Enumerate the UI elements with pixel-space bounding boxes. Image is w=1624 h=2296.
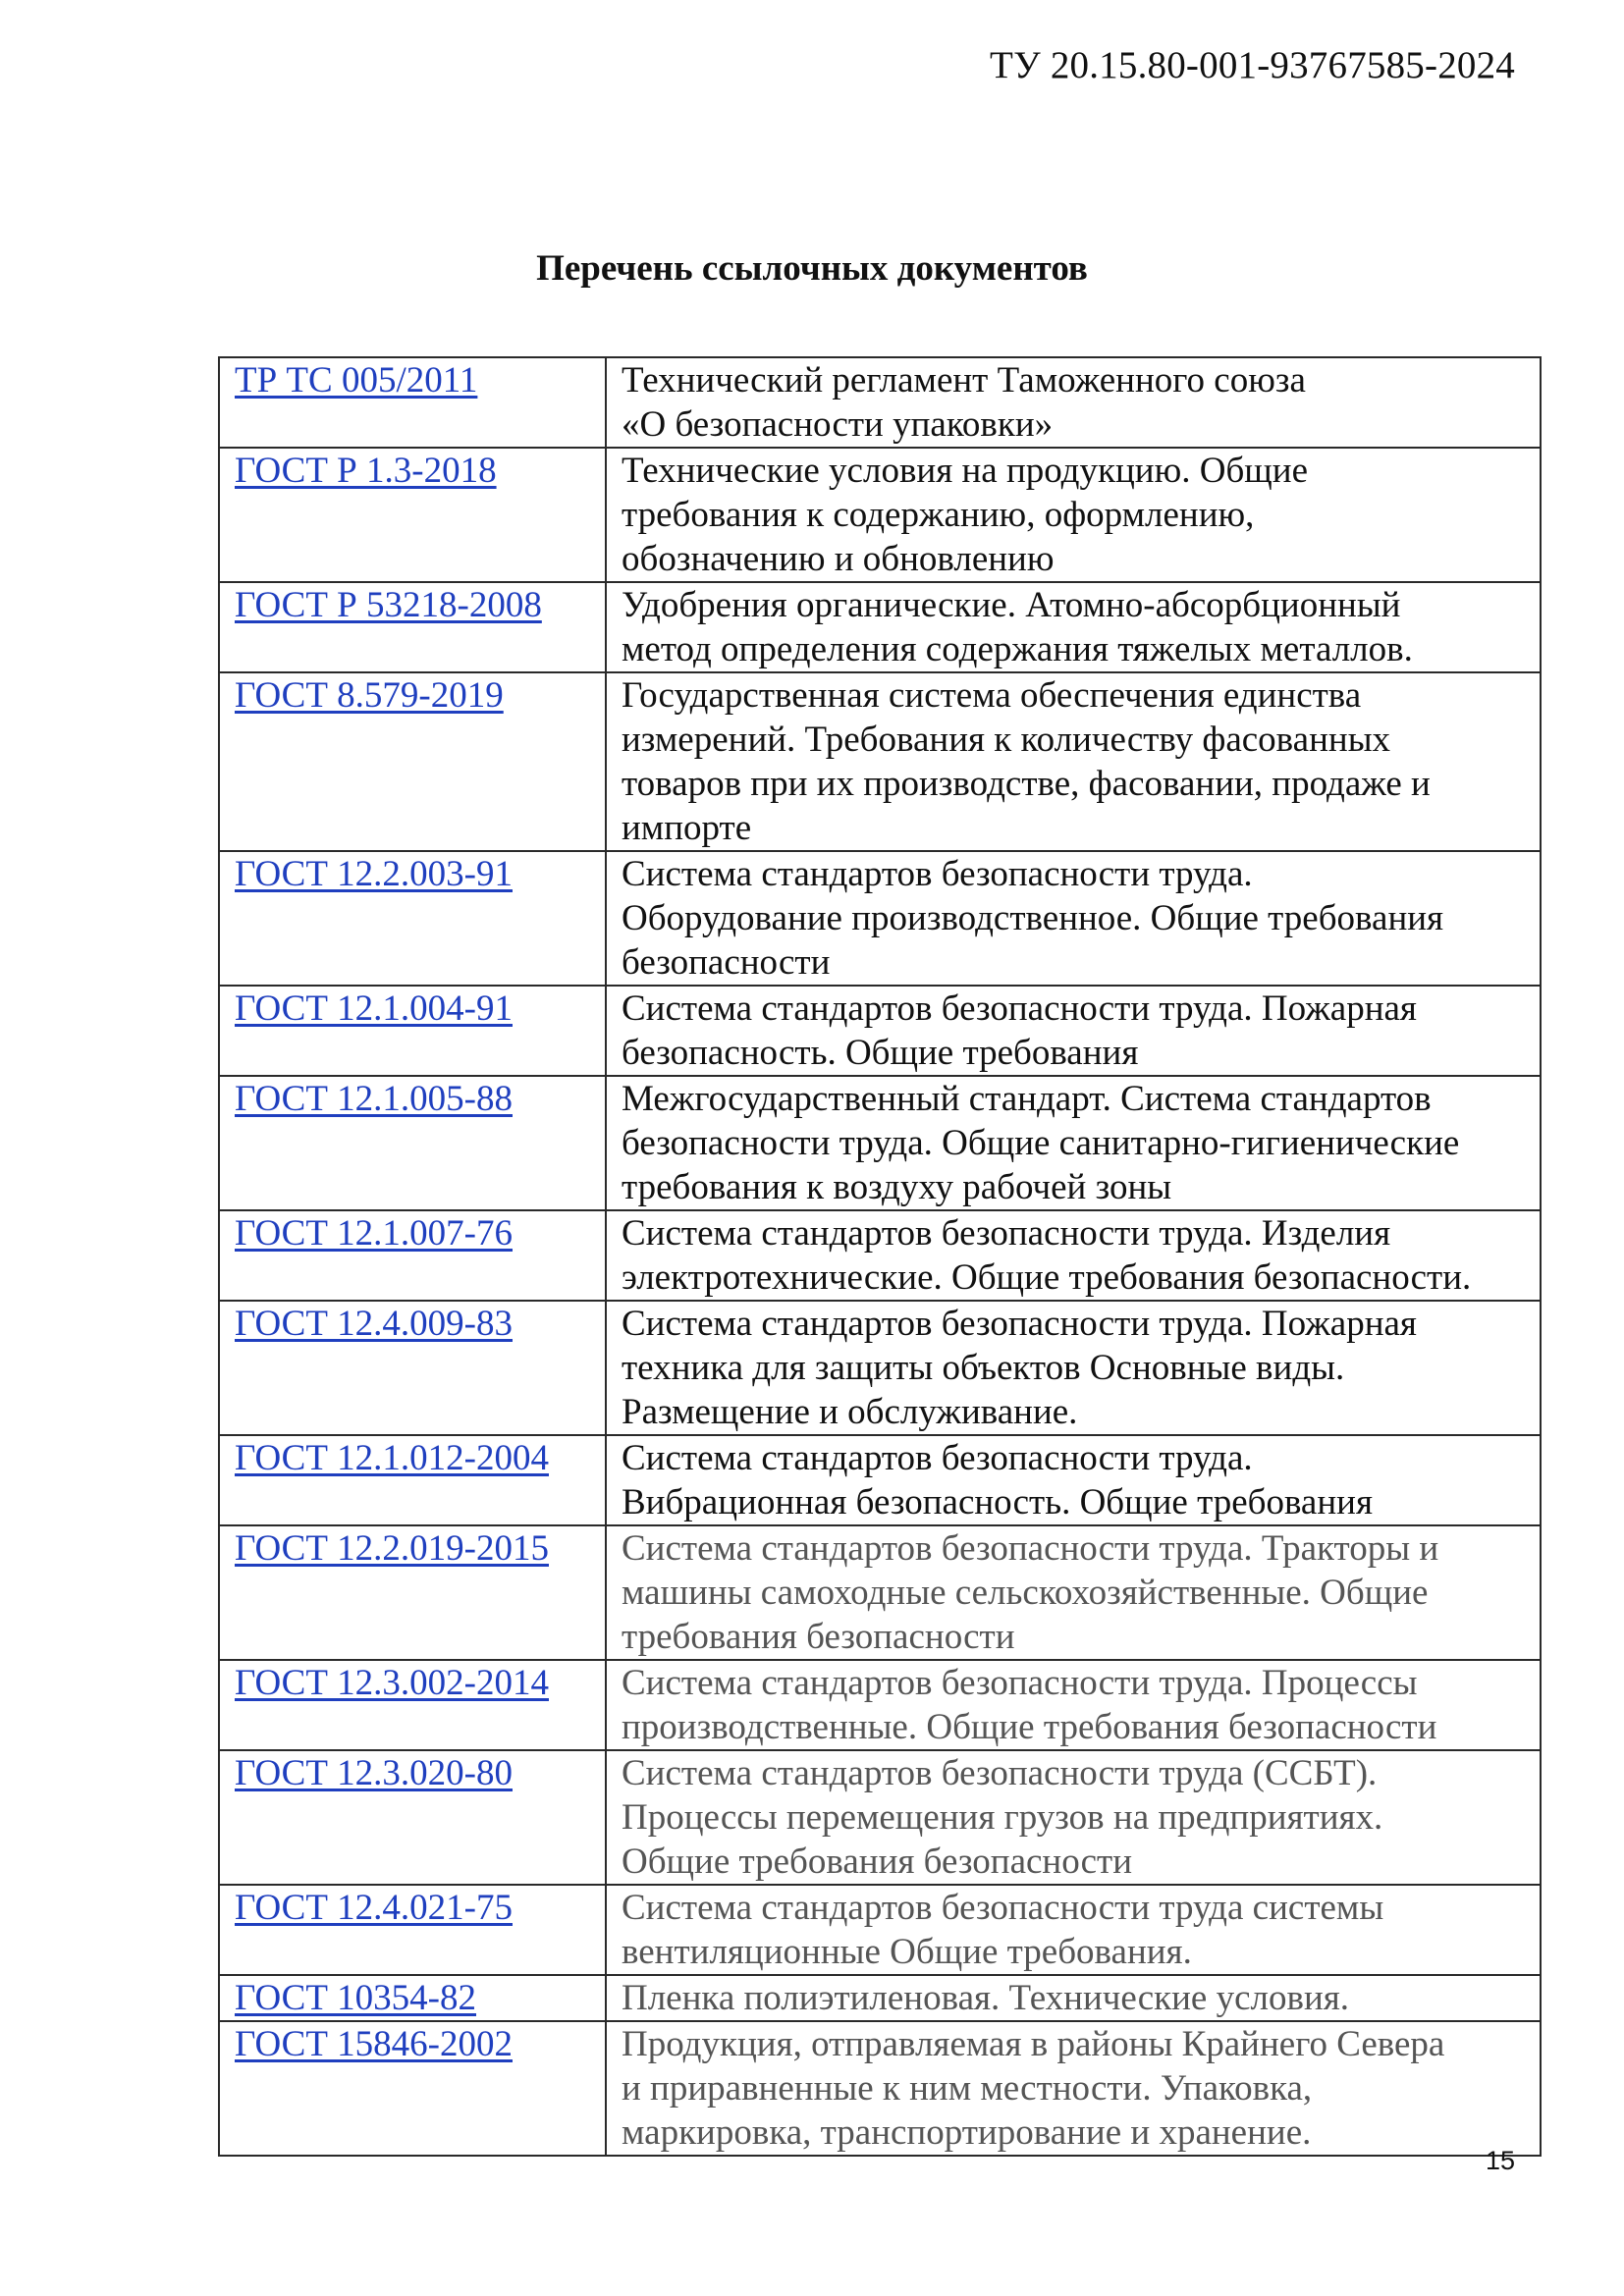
reference-description-cell [606, 1885, 1541, 1975]
reference-description-cell [606, 1435, 1541, 1525]
reference-link[interactable]: ГОСТ 12.1.005-88 [235, 1079, 513, 1119]
reference-description: Пленка полиэтиленовая. Технические условия. [622, 1978, 1350, 2018]
table-row [219, 986, 1541, 1076]
reference-code-cell [219, 1660, 606, 1750]
reference-code-cell [219, 357, 606, 448]
reference-link[interactable]: ГОСТ 12.2.003-91 [235, 854, 513, 894]
reference-description-cell [606, 672, 1541, 851]
reference-description-cell [606, 851, 1541, 986]
table-row [219, 357, 1541, 448]
table-row [219, 448, 1541, 582]
reference-link[interactable]: ГОСТ 12.1.007-76 [235, 1213, 513, 1254]
reference-code-cell [219, 1076, 606, 1210]
document-code: ТУ 20.15.80-001-93767585-2024 [990, 44, 1515, 86]
reference-description-cell [606, 1750, 1541, 1885]
reference-code-cell [219, 448, 606, 582]
table-row [219, 1076, 1541, 1210]
reference-description-cell [606, 1210, 1541, 1301]
reference-description: Технический регламент Таможенного союза «О безопасности упаковки» [622, 360, 1306, 445]
reference-link[interactable]: ГОСТ 12.3.020-80 [235, 1753, 513, 1793]
page-number: 15 [1485, 2146, 1515, 2175]
reference-code-cell [219, 1750, 606, 1885]
reference-description-cell [606, 1525, 1541, 1660]
reference-code-cell [219, 1885, 606, 1975]
reference-description: Продукция, отправляемая в районы Крайнего Севера и приравненные к ним местности. Упаковка, маркировка, транспортирование и хранение. [622, 2024, 1445, 2153]
reference-code-cell [219, 851, 606, 986]
reference-code-cell [219, 1525, 606, 1660]
reference-description: Система стандартов безопасности труда. Пожарная техника для защиты объектов Основные виды. Размещение и обслуживание. [622, 1304, 1417, 1432]
reference-description: Система стандартов безопасности труда (ССБТ). Процессы перемещения грузов на предприятиях. Общие требования безопасности [622, 1753, 1383, 1882]
table-row [219, 1210, 1541, 1301]
reference-description: Система стандартов безопасности труда. Изделия электротехнические. Общие требования безопасности. [622, 1213, 1472, 1298]
reference-description-cell [606, 1301, 1541, 1435]
table-row [219, 672, 1541, 851]
reference-description-cell [606, 2021, 1541, 2156]
reference-description-cell [606, 1975, 1541, 2021]
reference-link[interactable]: ГОСТ 12.4.009-83 [235, 1304, 513, 1344]
table-row [219, 1885, 1541, 1975]
references-table-body [219, 357, 1541, 2156]
reference-code-cell [219, 1435, 606, 1525]
reference-link[interactable]: ГОСТ Р 53218-2008 [235, 585, 542, 625]
page-title: Перечень ссылочных документов [536, 248, 1088, 289]
reference-description-cell [606, 357, 1541, 448]
reference-description: Система стандартов безопасности труда. Процессы производственные. Общие требования безопасности [622, 1663, 1437, 1747]
reference-code-cell [219, 582, 606, 672]
reference-description: Система стандартов безопасности труда. Оборудование производственное. Общие требования безопасности [622, 854, 1444, 983]
table-row [219, 2021, 1541, 2156]
reference-link[interactable]: ГОСТ 12.1.004-91 [235, 988, 513, 1029]
table-row [219, 851, 1541, 986]
reference-description: Удобрения органические. Атомно-абсорбционный метод определения содержания тяжелых металлов. [622, 585, 1413, 669]
reference-code-cell [219, 1301, 606, 1435]
table-row [219, 1750, 1541, 1885]
reference-code-cell [219, 1210, 606, 1301]
reference-link[interactable]: ГОСТ 8.579-2019 [235, 675, 504, 716]
reference-code-cell [219, 1975, 606, 2021]
reference-link[interactable]: ГОСТ 12.3.002-2014 [235, 1663, 549, 1703]
references-table [218, 356, 1542, 2157]
reference-description: Система стандартов безопасности труда системы вентиляционные Общие требования. [622, 1888, 1384, 1972]
reference-link[interactable]: ГОСТ 12.1.012-2004 [235, 1438, 549, 1478]
reference-description-cell [606, 1660, 1541, 1750]
reference-link[interactable]: ГОСТ Р 1.3-2018 [235, 451, 497, 491]
reference-code-cell [219, 672, 606, 851]
reference-description: Система стандартов безопасности труда. Тракторы и машины самоходные сельскохозяйственные. Общие требования безопасности [622, 1528, 1439, 1657]
table-row [219, 1525, 1541, 1660]
reference-description: Технические условия на продукцию. Общие требования к содержанию, оформлению, обозначению и обновлению [622, 451, 1308, 579]
table-row [219, 582, 1541, 672]
reference-description: Государственная система обеспечения единства измерений. Требования к количеству фасованных товаров при их производстве, фасовании, продаже и импорте [622, 675, 1431, 848]
reference-description-cell [606, 448, 1541, 582]
table-row [219, 1301, 1541, 1435]
reference-code-cell [219, 2021, 606, 2156]
table-row [219, 1975, 1541, 2021]
reference-description-cell [606, 1076, 1541, 1210]
reference-description: Межгосударственный стандарт. Система стандартов безопасности труда. Общие санитарно-гигиенические требования к воздуху рабочей зоны [622, 1079, 1460, 1207]
reference-link[interactable]: ГОСТ 12.2.019-2015 [235, 1528, 549, 1569]
reference-link[interactable]: ГОСТ 15846-2002 [235, 2024, 513, 2064]
reference-link[interactable]: ГОСТ 12.4.021-75 [235, 1888, 513, 1928]
table-row [219, 1660, 1541, 1750]
reference-description-cell [606, 986, 1541, 1076]
reference-link[interactable]: ТР ТС 005/2011 [235, 360, 478, 400]
reference-link[interactable]: ГОСТ 10354-82 [235, 1978, 476, 2018]
reference-description: Система стандартов безопасности труда. Вибрационная безопасность. Общие требования [622, 1438, 1373, 1522]
reference-description-cell [606, 582, 1541, 672]
reference-description: Система стандартов безопасности труда. Пожарная безопасность. Общие требования [622, 988, 1417, 1073]
table-row [219, 1435, 1541, 1525]
reference-code-cell [219, 986, 606, 1076]
